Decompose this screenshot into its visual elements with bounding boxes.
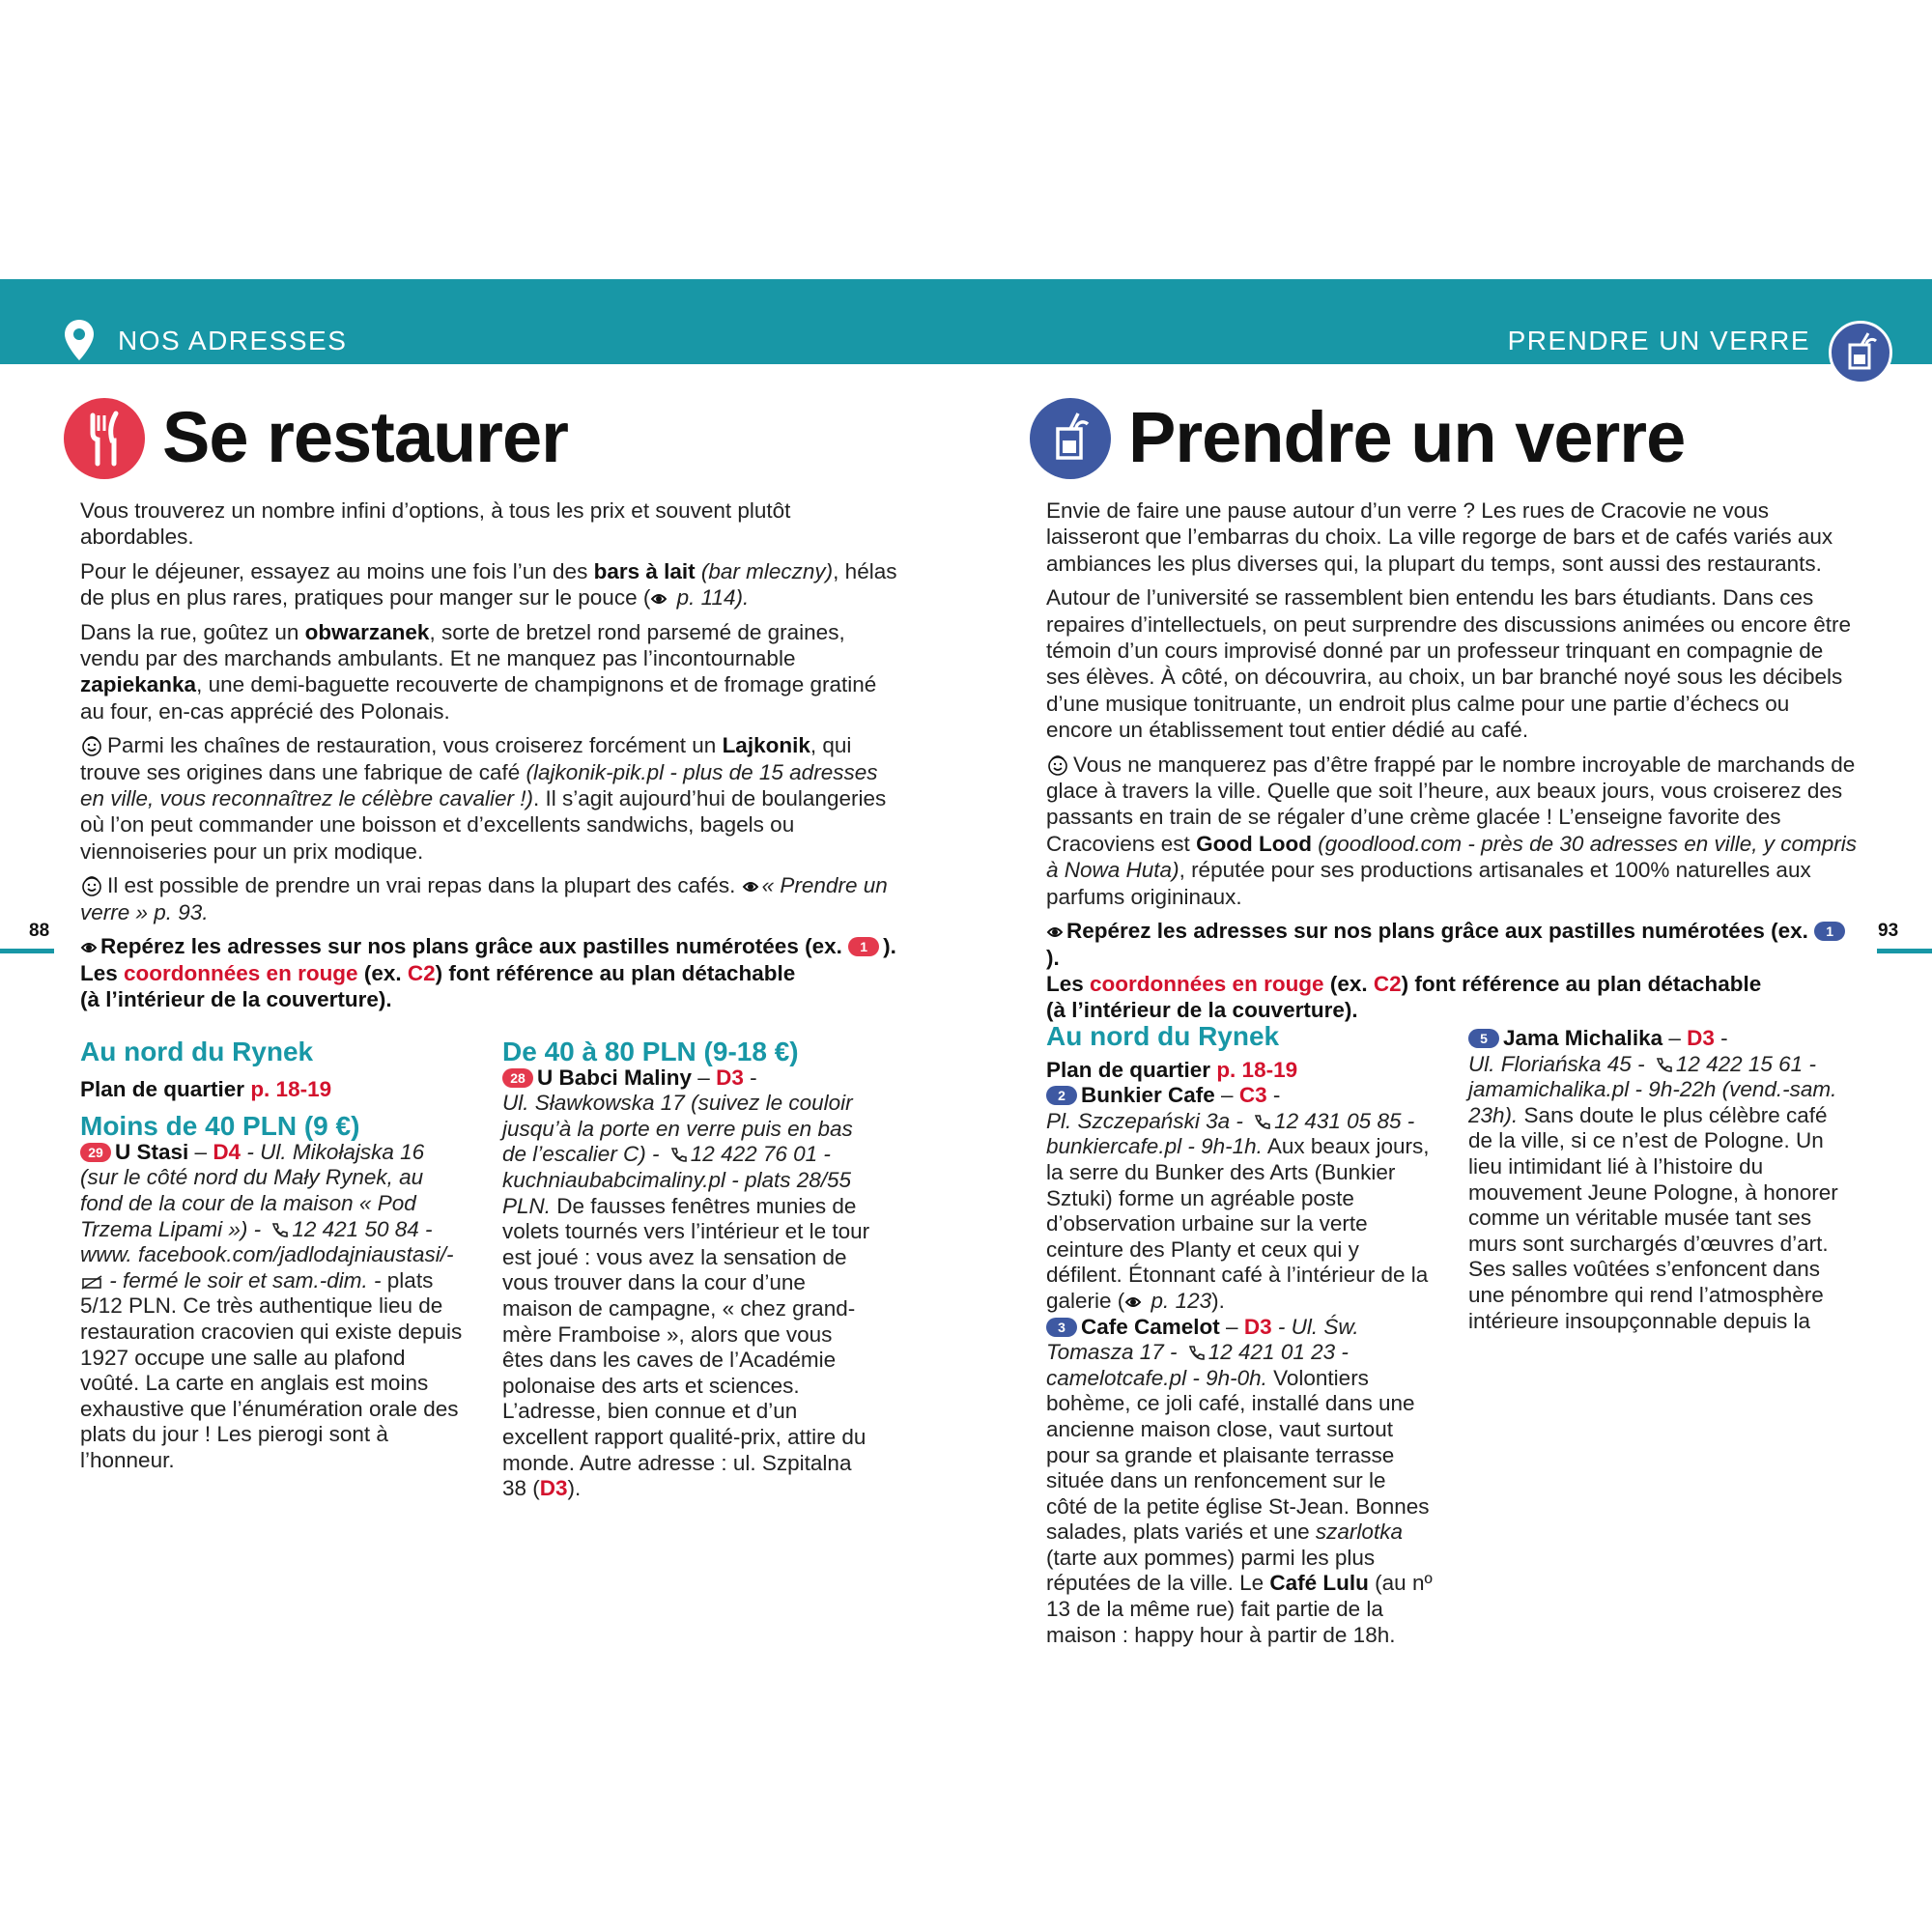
price-heading: Moins de 40 PLN (9 €) <box>80 1111 360 1142</box>
price-heading: De 40 à 80 PLN (9-18 €) <box>502 1037 799 1066</box>
section-heading: Au nord du Rynek <box>80 1037 314 1066</box>
map-note-left: Repérez les adresses sur nos plans grâce aux pastilles numérotées (ex. 1 ). Les coordonnées en rouge (ex. C2) font référence au plan détachable (à l’intérieur de la couverture). <box>80 934 896 1011</box>
smiley-icon <box>80 875 103 896</box>
eye-reference-icon <box>1046 924 1064 940</box>
intro-right: Envie de faire une pause autour d’un verre ? Les rues de Cracovie ne vous laisseront que l’embarras du choix. La ville regorge de bars et de cafés variés aux ambiances les plus diverses qui, la plupart du temps, sont aussi des restaurants. Autour de l’université se rassemblent bien entendu les bars étudiants. Dans ces repaires d’intellectuels, on peut surprendre des discussions animées ou encore être témoin d’un cours improvisé donné par un professeur trinquant en compagnie de ses élèves. À côté, on découvrira, au choix, un bar branché noyé sous les décibels d’une musique tonitruante, un endroit plus calme pour une partie d’échecs ou encore un établissement tout entier dédié au café. Vous ne manquerez pas d’être frappé par le nombre incroyable de marchands de glace à travers la ville. Quelle que soit l’heure, aux beaux jours, vous croiserez des passants en train de se régaler d’une crème glacée ! L’enseigne favorite des Cracoviens est Good Lood (goodlood.com - près de 30 adresses en ville, y compris à Nowa Huta), réputée pour ses productions artisanales et 100% naturelles aux parfums origininaux. Repérez les adresses sur nos plans grâce aux pastilles numérotées (ex. 1). Les coordonnées en rouge (ex. C2) font référence au plan détachable (à l’intérieur de la couverture). <box>1046 497 1860 1024</box>
listing-bunkier-cafe: 2 Bunkier Cafe – C3 - Pl. Szczepański 3a - 12 431 05 85 - bunkiercafe.pl - 9h-1h. Aux beaux jours, la serre du Bunker des Arts (Bunkier Sztuki) forme un agréable poste d’observation urbaine sur la verte ceinture des Planty et ceux qui y défilent. Étonnant café à l’intérieur de la galerie ( p. 123). <box>1046 1083 1430 1313</box>
page-title-left: Se restaurer <box>162 397 568 477</box>
section-heading: Au nord du Rynek <box>1046 1021 1280 1051</box>
right-column-1: Au nord du Rynek Plan de quartier p. 18-19 2 Bunkier Cafe – C3 - Pl. Szczepański 3a - 12 431 05 85 - bunkiercafe.pl - 9h-1h. Aux beaux jours, la serre du Bunker des Arts (Bunkier Sztuki) forme un agréable poste d’observation urbaine sur la verte ceinture des Planty et ceux qui y défilent. Étonnant café à l’intérieur de la galerie ( p. 123). 3 Cafe Camelot – D3 - Ul. Św. Tomasza 17 - 12 421 01 23 - camelotcafe.pl - 9h-0h. Volontiers bohème, ce joli café, installé dans une ancienne maison close, vaut surtout pour sa grande et plaisante terrasse située dans un renfoncement sur le côté de la petite église St-Jean. Bonnes salades, plats variés et une szarlotka (tarte aux pommes) parmi les plus réputées de la ville. Le Café Lulu (au nº 13 de la même rue) fait partie de la maison : happy hour à partir de 18h. <box>1046 1021 1433 1647</box>
page-marker-left <box>0 949 54 953</box>
phone-icon <box>1654 1056 1673 1073</box>
listing-u-stasi: 29 U Stasi – D4 - Ul. Mikołajska 16 (sur le côté nord du Mały Rynek, au fond de la cour de la maison « Pod Trzema Lipami ») - 12 421 50 84 -www. facebook.com/jadlodajniaustasi/- - fermé le soir et sam.-dim. - plats 5/12 PLN. Ce très authentique lieu de restauration cracovien qui existe depuis 1927 occupe une salle au plafond voûté. La carte en anglais est moins exhaustive que l’énumération orale des plats du jour ! Les pierogi sont à l’honneur. <box>80 1139 463 1472</box>
map-note-right: Repérez les adresses sur nos plans grâce aux pastilles numérotées (ex. 1). Les coordonnées en rouge (ex. C2) font référence au plan détachable (à l’intérieur de la couverture). <box>1046 918 1860 1024</box>
page-title-right: Prendre un verre <box>1128 397 1686 477</box>
left-column-1: Au nord du Rynek Plan de quartier p. 18-19 Moins de 40 PLN (9 €) 29 U Stasi – D4 - Ul. Mikołajska 16 (sur le côté nord du Mały Rynek, au fond de la cour de la maison « Pod Trzema Lipami ») - 12 421 50 84 -www. facebook.com/jadlodajniaustasi/- - fermé le soir et sam.-dim. - plats 5/12 PLN. Ce très authentique lieu de restauration cracovien qui existe depuis 1927 occupe une salle au plafond voûté. La carte en anglais est moins exhaustive que l’énumération orale des plats du jour ! Les pierogi sont à l’honneur. <box>80 1039 467 1474</box>
intro-left: Vous trouverez un nombre infini d’options, à tous les prix et souvent plutôt abordables. Pour le déjeuner, essayez au moins une fois l’un des bars à lait (bar mleczny), hélas de plus en plus rares, pratiques pour manger sur le pouce ( p. 114). Dans la rue, goûtez un obwarzanek, sorte de bretzel rond parsemé de graines, vendu par des marchands ambulants. Et ne manquez pas l’incontournable zapiekanka, une demi-baguette recouverte de champignons et de fromage gratiné au four, en-cas apprécié des Polonais. Parmi les chaînes de restauration, vous croiserez forcément un Lajkonik, qui trouve ses origines dans une fabrique de café (lajkonik-pik.pl - plus de 15 adresses en ville, vous reconnaîtrez le célèbre cavalier !). Il s’agit aujourd’hui de boulangeries où l’on peut commander une boisson et d’excellents sandwichs, bagels ou viennoiseries pour un prix modique. Il est possible de prendre un vrai repas dans la plupart des cafés. « Prendre un verre » p. 93. Repérez les adresses sur nos plans grâce aux pastilles numérotées (ex. 1 ). Les coordonnées en rouge (ex. C2) font référence au plan détachable (à l’intérieur de la couverture). <box>80 497 901 1012</box>
cocktail-glass-icon <box>1030 398 1111 479</box>
phone-icon <box>1186 1344 1206 1361</box>
page-number-left: 88 <box>29 921 50 941</box>
listing-cafe-camelot: 3 Cafe Camelot – D3 - Ul. Św. Tomasza 17 - 12 421 01 23 - camelotcafe.pl - 9h-0h. Volontiers bohème, ce joli café, installé dans une ancienne maison close, vaut surtout pour sa grande et plaisante terrasse située dans un renfoncement sur le côté de la petite église St-Jean. Bonnes salades, plats variés et une szarlotka (tarte aux pommes) parmi les plus réputées de la ville. Le Café Lulu (au nº 13 de la même rue) fait partie de la maison : happy hour à partir de 18h. <box>1046 1314 1433 1647</box>
left-column-2 <box>502 1039 879 1502</box>
page-marker-right <box>1877 949 1932 953</box>
smiley-icon <box>80 735 103 756</box>
phone-icon <box>270 1221 289 1238</box>
phone-icon <box>668 1146 688 1163</box>
location-pin-icon <box>64 319 95 361</box>
eye-reference-icon <box>650 591 668 607</box>
eye-reference-icon <box>80 940 98 955</box>
section-label-left: NOS ADRESSES <box>118 326 348 355</box>
phone-icon <box>1252 1113 1271 1130</box>
cocktail-glass-icon <box>1829 321 1892 384</box>
listing-jama-michalika: 5 Jama Michalika – D3 - Ul. Floriańska 45 - 12 422 15 61 - jamamichalika.pl - 9h-22h (vend.-sam. 23h). Sans doute le plus célèbre café de la ville, si ce n’est de Pologne. Un lieu intimidant lié à l’histoire du mouvement Jeune Pologne, à honorer comme un véritable musée tant ses murs sont surchargés d’œuvres d’art. Ses salles voûtées s’enfoncent dans une pénombre qui rend l’atmosphère intérieure insoupçonnable depuis la <box>1468 1026 1838 1333</box>
page-number-right: 93 <box>1878 921 1899 941</box>
fork-knife-icon <box>64 398 145 479</box>
eye-reference-icon <box>1124 1294 1142 1310</box>
section-label-right: PRENDRE UN VERRE <box>1507 326 1810 355</box>
smiley-icon <box>1046 754 1069 776</box>
listing-u-babci-maliny: 28 U Babci Maliny – D3 - Ul. Sławkowska 17 (suivez le couloir jusqu’à la porte en verre puis en bas de l’escalier C) - 12 422 76 01 - kuchniaubabcimaliny.pl - plats 28/55 PLN. De fausses fenêtres munies de volets tournés vers l’intérieur et le tour est joué : vous avez la sensation de vous trouver dans la cour d’une maison de campagne, « chez grand-mère Framboise », alors que vous êtes dans les caves de l’Académie polonaise des arts et sciences. L’adresse, bien connue et d’un excellent rapport qualité-prix, attire du monde. Autre adresse : ul. Szpitalna 38 (D3). <box>502 1065 870 1501</box>
eye-reference-icon <box>742 879 759 895</box>
right-column-2 <box>1468 1026 1855 1334</box>
crossed-phone-icon <box>80 1273 103 1291</box>
